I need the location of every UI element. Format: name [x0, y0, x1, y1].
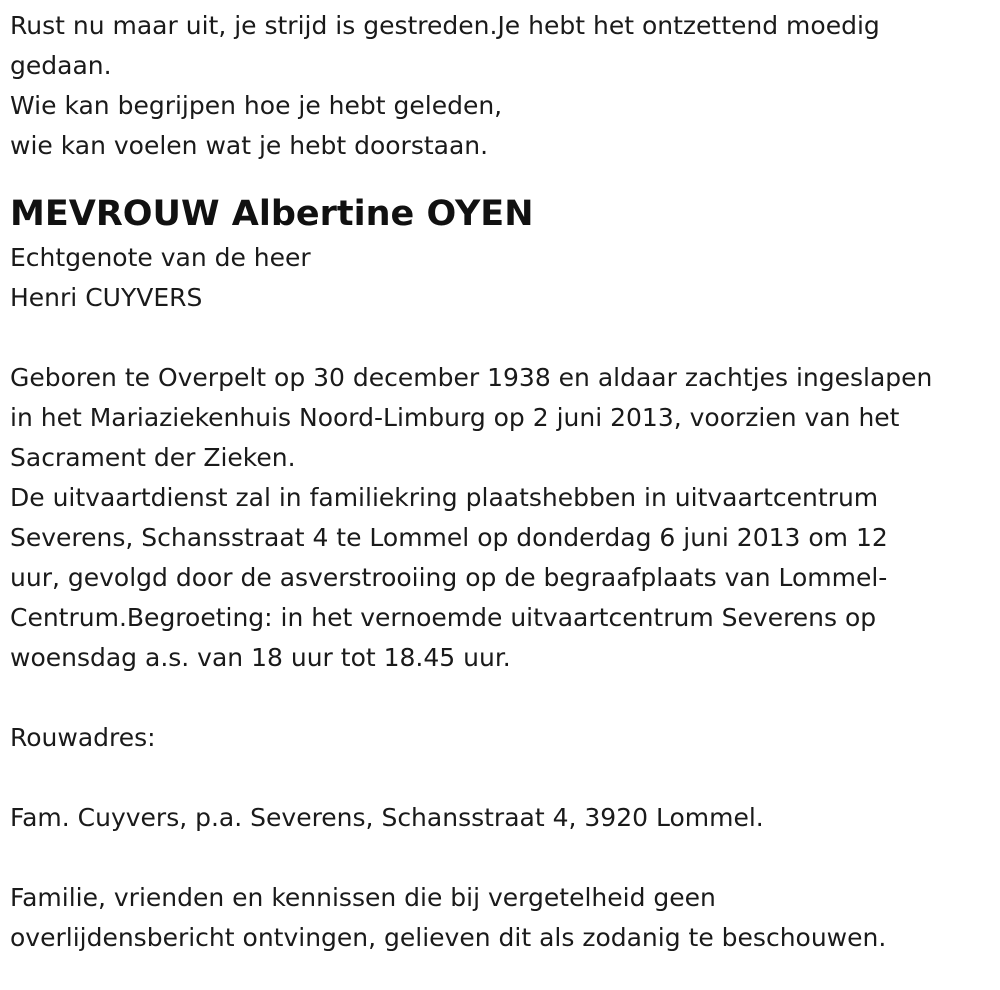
closing-section: [10, 878, 990, 958]
announcement-line: Severens, Schansstraat 4 te Lommel op donderdag 6 juni 2013 om 12: [10, 523, 888, 552]
closing-line: overlijdensbericht ontvingen, gelieven dit als zodanig te beschouwen.: [10, 923, 887, 952]
mourning-address-label: Rouwadres:: [10, 723, 156, 752]
announcement-line: woensdag a.s. van 18 uur tot 18.45 uur.: [10, 643, 511, 672]
announcement-section: [10, 358, 990, 678]
announcement-line: Geboren te Overpelt op 30 december 1938 en aldaar zachtjes ingeslapen: [10, 363, 933, 392]
poem-line: gedaan.: [10, 51, 112, 80]
spacer: [10, 838, 990, 878]
announcement-line: Centrum.Begroeting: in het vernoemde uitvaartcentrum Severens op: [10, 603, 877, 632]
announcement-line: Sacrament der Zieken.: [10, 443, 296, 472]
announcement-line: De uitvaartdienst zal in familiekring plaatshebben in uitvaartcentrum: [10, 483, 879, 512]
poem-line: Wie kan begrijpen hoe je hebt geleden,: [10, 91, 503, 120]
poem-line: Rust nu maar uit, je strijd is gestreden.Je hebt het ontzettend moedig: [10, 11, 880, 40]
spacer: [10, 758, 990, 798]
poem-line: wie kan voelen wat je hebt doorstaan.: [10, 131, 489, 160]
spouse-line: Echtgenote van de heer: [10, 243, 311, 272]
poem-section: [10, 6, 990, 166]
mourning-address: Fam. Cuyvers, p.a. Severens, Schansstraat 4, 3920 Lommel.: [10, 803, 764, 832]
spouse-section: [10, 238, 990, 318]
spacer: [10, 678, 990, 718]
spouse-line: Henri CUYVERS: [10, 283, 203, 312]
spacer: [10, 166, 990, 190]
closing-line: Familie, vrienden en kennissen die bij vergetelheid geen: [10, 883, 716, 912]
spacer: [10, 318, 990, 358]
deceased-name: MEVROUW Albertine OYEN: [10, 194, 534, 234]
announcement-line: uur, gevolgd door de asverstrooiing op de begraafplaats van Lommel-: [10, 563, 888, 592]
announcement-line: in het Mariaziekenhuis Noord-Limburg op 2 juni 2013, voorzien van het: [10, 403, 900, 432]
